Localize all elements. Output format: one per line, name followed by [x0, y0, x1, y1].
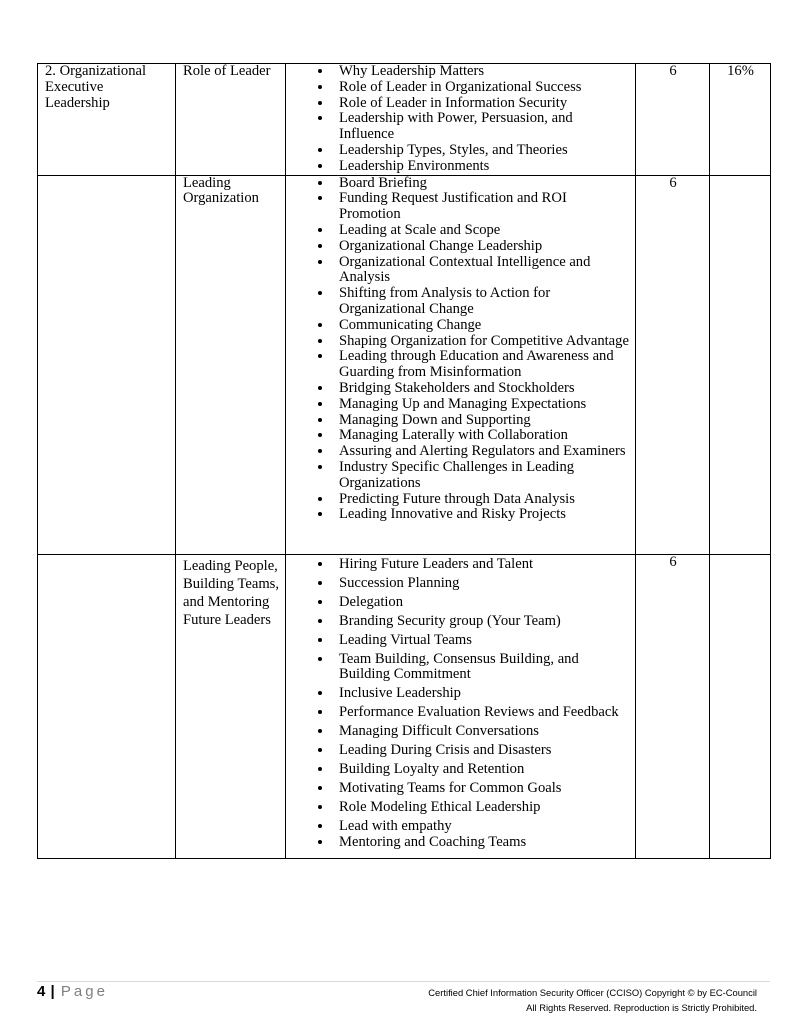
list-item: • Industry Specific Challenges in Leading Organizations — [333, 460, 629, 492]
list-item: • Predicting Future through Data Analysis — [333, 492, 629, 508]
list-item: • Leading During Crisis and Disasters — [333, 743, 629, 759]
copyright-notice — [337, 986, 757, 1015]
hours-cell: 6 — [636, 175, 710, 554]
sub-domain-cell: Leading People, Building Teams, and Mentoring Future Leaders — [176, 554, 286, 858]
topics-cell — [286, 64, 636, 176]
list-item: • Leading Innovative and Risky Projects — [333, 507, 629, 523]
list-item: • Leading through Education and Awareness and Guarding from Misinformation — [333, 349, 629, 381]
list-item: • Shifting from Analysis to Action for Organizational Change — [333, 286, 629, 318]
copyright-line: Certified Chief Information Security Officer (CCISO) Copyright © by EC-Council — [428, 987, 757, 998]
hours-cell: 6 — [636, 64, 710, 176]
list-item: • Role of Leader in Organizational Success — [333, 80, 629, 96]
weight-cell — [710, 554, 771, 858]
list-item: • Team Building, Consensus Building, and Building Commitment — [333, 652, 629, 684]
table-row — [38, 64, 771, 176]
list-item: • Leading at Scale and Scope — [333, 223, 629, 239]
topic-list — [293, 64, 629, 175]
list-item: • Role of Leader in Information Security — [333, 96, 629, 112]
topics-cell — [286, 175, 636, 554]
list-item: • Mentoring and Coaching Teams — [333, 835, 629, 851]
weight-cell: 16% — [710, 64, 771, 176]
list-item: • Inclusive Leadership — [333, 686, 629, 702]
list-item: • Managing Up and Managing Expectations — [333, 397, 629, 413]
list-item: • Building Loyalty and Retention — [333, 762, 629, 778]
list-item: • Managing Laterally with Collaboration — [333, 428, 629, 444]
list-item: • Performance Evaluation Reviews and Feedback — [333, 705, 629, 721]
list-item: • Funding Request Justification and ROI Promotion — [333, 191, 629, 223]
sub-domain-cell: Role of Leader — [176, 64, 286, 176]
list-item: • Branding Security group (Your Team) — [333, 614, 629, 630]
list-item: • Managing Down and Supporting — [333, 413, 629, 429]
list-item: • Leadership Environments — [333, 159, 629, 175]
table-row — [38, 175, 771, 554]
list-item: • Why Leadership Matters — [333, 64, 629, 80]
list-item: • Managing Difficult Conversations — [333, 724, 629, 740]
topic-list — [293, 176, 629, 524]
list-item: • Leading Virtual Teams — [333, 633, 629, 649]
footer-divider — [37, 981, 770, 982]
sub-domain-cell: Leading Organization — [176, 175, 286, 554]
syllabus-table — [37, 63, 771, 859]
page-separator: | — [50, 983, 55, 1000]
list-item: • Hiring Future Leaders and Talent — [333, 557, 629, 573]
topic-list — [293, 557, 629, 851]
list-item: • Role Modeling Ethical Leadership — [333, 800, 629, 816]
table-row — [38, 554, 771, 858]
list-item: • Delegation — [333, 595, 629, 611]
list-item: • Succession Planning — [333, 576, 629, 592]
list-item: • Lead with empathy — [333, 819, 629, 835]
weight-cell — [710, 175, 771, 554]
list-item: • Leadership Types, Styles, and Theories — [333, 143, 629, 159]
list-item: • Bridging Stakeholders and Stockholders — [333, 381, 629, 397]
list-item: • Communicating Change — [333, 318, 629, 334]
copyright-line: All Rights Reserved. Reproduction is Strictly Prohibited. — [526, 1001, 757, 1013]
list-item: • Board Briefing — [333, 176, 629, 192]
list-item: • Motivating Teams for Common Goals — [333, 781, 629, 797]
list-item: • Shaping Organization for Competitive Advantage — [333, 334, 629, 350]
list-item: • Organizational Change Leadership — [333, 239, 629, 255]
page-word: Page — [60, 983, 108, 1000]
domain-cell — [38, 554, 176, 858]
domain-cell — [38, 175, 176, 554]
domain-cell: 2. Organizational Executive Leadership — [38, 64, 176, 176]
topics-cell — [286, 554, 636, 858]
list-item: • Assuring and Alerting Regulators and Examiners — [333, 444, 629, 460]
hours-cell: 6 — [636, 554, 710, 858]
list-item: • Leadership with Power, Persuasion, and Influence — [333, 111, 629, 143]
list-item: • Organizational Contextual Intelligence and Analysis — [333, 255, 629, 287]
page-number-value: 4 — [37, 983, 46, 1000]
page-number — [37, 983, 108, 1001]
